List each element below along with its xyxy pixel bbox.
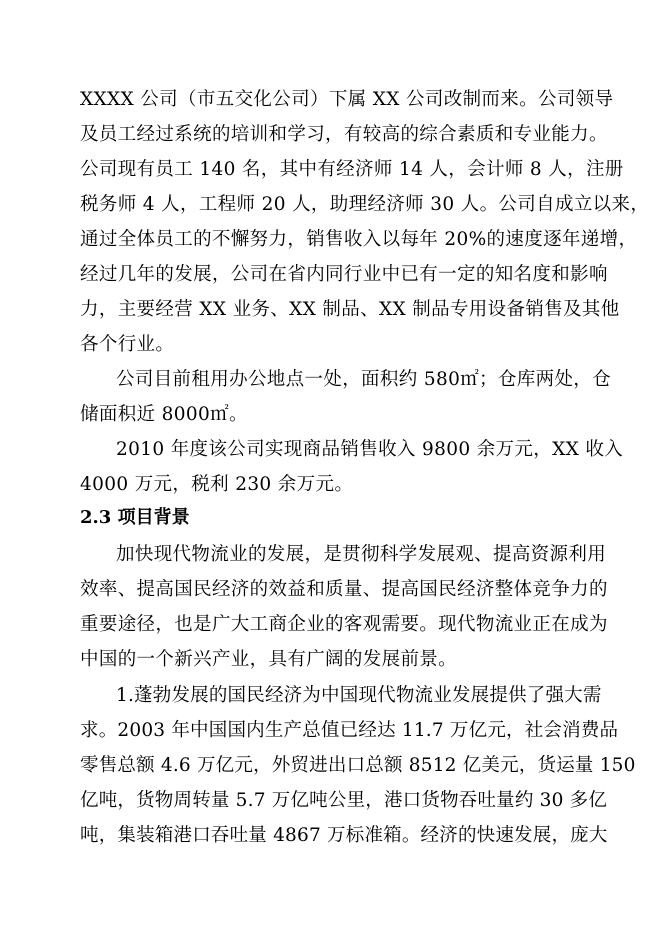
paragraph-1-line-8: 各个行业。 [80, 334, 175, 355]
paragraph-4-line-1: 加快现代物流业的发展，是贯彻科学发展观、提高资源利用 [116, 544, 607, 565]
paragraph-4-line-2: 效率、提高国民经济的效益和质量、提高国民经济整体竞争力的 [80, 579, 608, 600]
paragraph-1-line-5: 通过全体员工的不懈努力，销售收入以每年 20%的速度逐年递增， [80, 229, 638, 250]
paragraph-4-line-4: 中国的一个新兴产业，具有广阔的发展前景。 [80, 649, 458, 670]
paragraph-1-line-3: 公司现有员工 140 名，其中有经济师 14 人，会计师 8 人，注册 [80, 159, 624, 180]
paragraph-1-line-4: 税务师 4 人，工程师 20 人，助理经济师 30 人。公司自成立以来， [80, 194, 650, 215]
paragraph-5-line-3: 零售总额 4.6 万亿元，外贸进出口总额 8512 亿美元，货运量 150 [80, 755, 636, 776]
paragraph-1-line-2: 及员工经过系统的培训和学习，有较高的综合素质和专业能力。 [80, 124, 608, 145]
paragraph-5-line-5: 吨，集装箱港口吞吐量 4867 万标准箱。经济的快速发展，庞大 [80, 825, 608, 846]
paragraph-2-line-2: 储面积近 8000㎡。 [80, 404, 248, 425]
paragraph-5-line-2: 求。2003 年中国国内生产总值已经达 11.7 万亿元，社会消费品 [80, 720, 619, 741]
paragraph-1-line-6: 经过几年的发展，公司在省内同行业中已有一定的知名度和影响 [80, 264, 608, 285]
section-heading: 2.3 项目背景 [80, 507, 190, 528]
paragraph-3-line-1: 2010 年度该公司实现商品销售收入 9800 余万元，XX 收入 [116, 439, 624, 460]
paragraph-3-line-2: 4000 万元，税利 230 余万元。 [80, 474, 354, 495]
paragraph-5-line-1: 1.蓬勃发展的国民经济为中国现代物流业发展提供了强大需 [116, 685, 602, 706]
paragraph-4-line-3: 重要途径，也是广大工商企业的客观需要。现代物流业正在成为 [80, 614, 608, 635]
paragraph-2-line-1: 公司目前租用办公地点一处，面积约 580㎡；仓库两处，仓 [116, 369, 611, 390]
paragraph-1-line-7: 力，主要经营 XX 业务、XX 制品、XX 制品专用设备销售及其他 [80, 299, 620, 320]
paragraph-1-line-1: XXXX 公司（市五交化公司）下属 XX 公司改制而来。公司领导 [80, 89, 614, 110]
paragraph-5-line-4: 亿吨，货物周转量 5.7 万亿吨公里，港口货物吞吐量约 30 多亿 [80, 790, 608, 811]
